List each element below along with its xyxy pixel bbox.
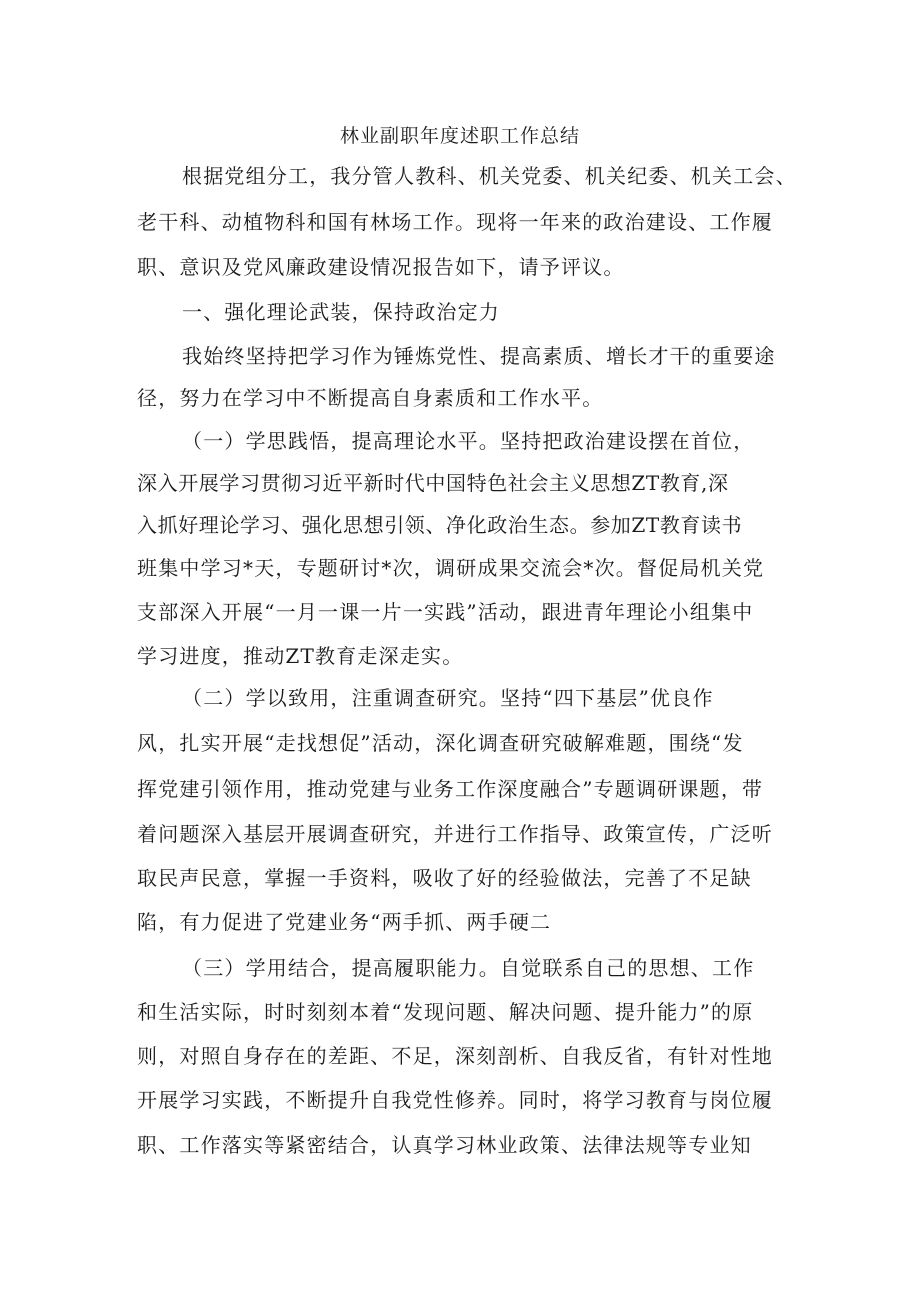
item-3-line-5: 职、工作落实等紧密结合，认真学习林业政策、法律法规等专业知 xyxy=(137,1133,752,1157)
item-1-line-1: （一）学思践悟，提高理论水平。坚持把政治建设摆在首位， xyxy=(182,429,755,453)
item-1-line-4: 班集中学习*天，专题研讨*次，调研成果交流会*次。督促局机关党 xyxy=(137,556,765,580)
intro-line-1: 根据党组分工，我分管人教科、机关党委、机关纪委、机关工会、 xyxy=(182,164,797,188)
intro-line-2: 老干科、动植物科和国有林场工作。现将一年来的政治建设、工作履 xyxy=(137,210,773,234)
item-2-line-6: 陷，有力促进了党建业务“两手抓、两手硬二 xyxy=(137,910,552,934)
item-2-line-1: （二）学以致用，注重调查研究。坚持“四下基层”优良作 xyxy=(182,686,714,710)
item-2-line-4: 着问题深入基层开展调查研究，并进行工作指导、政策宣传，广泛听 xyxy=(137,822,773,846)
item-3-line-1: （三）学用结合，提高履职能力。自觉联系自己的思想、工作 xyxy=(182,956,755,980)
intro-line-3: 职、意识及党风廉政建设情况报告如下，请予评议。 xyxy=(137,255,625,279)
item-3-line-2: 和生活实际，时时刻刻本着“发现问题、解决问题、提升能力”的原 xyxy=(137,1000,754,1024)
document-title: 林业副职年度述职工作总结 xyxy=(339,125,580,147)
item-1-line-6: 学习进度，推动ZT教育走深走实。 xyxy=(137,644,464,668)
item-2-line-5: 取民声民意，掌握一手资料，吸收了好的经验做法，完善了不足缺 xyxy=(137,866,752,890)
item-2-line-3: 挥党建引领作用，推动党建与业务工作深度融合”专题调研课题，带 xyxy=(137,777,764,801)
section-1-lead-line-2: 径，努力在学习中不断提高自身素质和工作水平。 xyxy=(137,386,604,410)
item-3-line-4: 开展学习实践，不断提升自我党性修养。同时，将学习教育与岗位履 xyxy=(137,1088,773,1112)
item-1-line-2: 深入开展学习贯彻习近平新时代中国特色社会主义思想ZT教育,深 xyxy=(137,471,729,495)
section-1-lead-line-1: 我始终坚持把学习作为锤炼党性、提高素质、增长才干的重要途 xyxy=(182,344,776,368)
section-1-heading: 一、强化理论武装，保持政治定力 xyxy=(182,300,500,324)
item-2-line-2: 风，扎实开展“走找想促”活动，深化调查研究破解难题，围绕“发 xyxy=(137,731,744,755)
item-1-line-3: 入抓好理论学习、强化思想引领、净化政治生态。参加ZT教育读书 xyxy=(137,513,743,537)
item-3-line-3: 则，对照自身存在的差距、不足，深刻剖析、自我反省，有针对性地 xyxy=(137,1044,773,1068)
item-1-line-5: 支部深入开展“一月一课一片一实践”活动，跟进青年理论小组集中 xyxy=(137,600,754,624)
